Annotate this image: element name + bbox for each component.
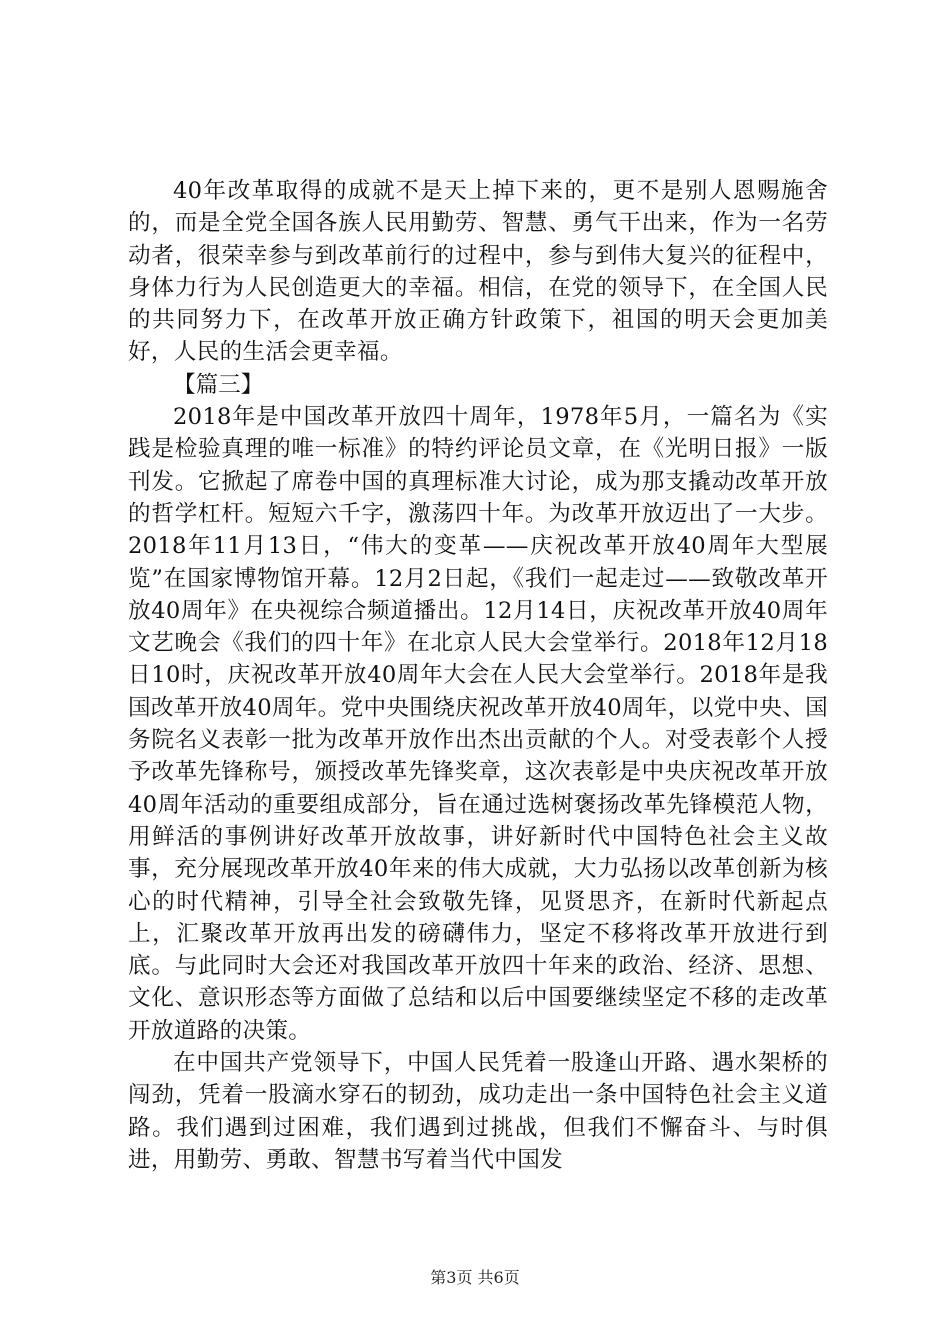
paragraph-conclusion: 40年改革取得的成就不是天上掉下来的，更不是别人恩赐施舍的，而是全党全国各族人民用勤劳、智慧、勇气干出来，作为一名劳动者，很荣幸参与到改革前行的过程中，参与到伟大复兴的征程中，身体力行为人民创造更大的幸福。相信，在党的领导下，在全国人民的共同努力下，在改革开放正确方针政策下，祖国的明天会更加美好，人民的生活会更幸福。	[128, 178, 828, 366]
document-body	[128, 175, 828, 1176]
paragraph-main: 2018年是中国改革开放四十周年，1978年5月，一篇名为《实践是检验真理的唯一标准》的特约评论员文章，在《光明日报》一版刊发。它掀起了席卷中国的真理标准大讨论，成为那支撬动改革开放的哲学杠杆。短短六千字，激荡四十年。为改革开放迈出了一大步。2018年11月13日，“伟大的变革——庆祝改革开放40周年大型展览”在国家博物馆开幕。12月2日起，《我们一起走过——致敬改革开放40周年》在央视综合频道播出。12月14日，庆祝改革开放40周年文艺晚会《我们的四十年》在北京人民大会堂举行。2018年12月18日10时，庆祝改革开放40周年大会在人民大会堂举行。2018年是我国改革开放40周年。党中央围绕庆祝改革开放40周年，以党中央、国务院名义表彰一批为改革开放作出杰出贡献的个人。对受表彰个人授予改革先锋称号，颁授改革先锋奖章，这次表彰是中央庆祝改革开放40周年活动的重要组成部分，旨在通过选树褒扬改革先锋模范人物，用鲜活的事例讲好改革开放故事，讲好新时代中国特色社会主义故事，充分展现改革开放40年来的伟大成就，大力弘扬以改革创新为核心的时代精神，引导全社会致敬先锋，见贤思齐，在新时代新起点上，汇聚改革开放再出发的磅礴伟力，坚定不移将改革开放进行到底。与此同时大会还对我国改革开放四十年来的政治、经济、思想、文化、意识形态等方面做了总结和以后中国要继续坚定不移的走改革开放道路的决策。	[128, 404, 828, 1044]
page-number-footer: 第3页 共6页	[430, 1268, 520, 1287]
section-heading: 【篇三】	[173, 371, 264, 398]
paragraph-closing: 在中国共产党领导下，中国人民凭着一股逢山开路、遇水架桥的闯劲，凭着一股滴水穿石的韧劲，成功走出一条中国特色社会主义道路。我们遇到过困难，我们遇到过挑战，但我们不懈奋斗、与时俱进，用勤劳、勇敢、智慧书写着当代中国发	[128, 1050, 828, 1173]
